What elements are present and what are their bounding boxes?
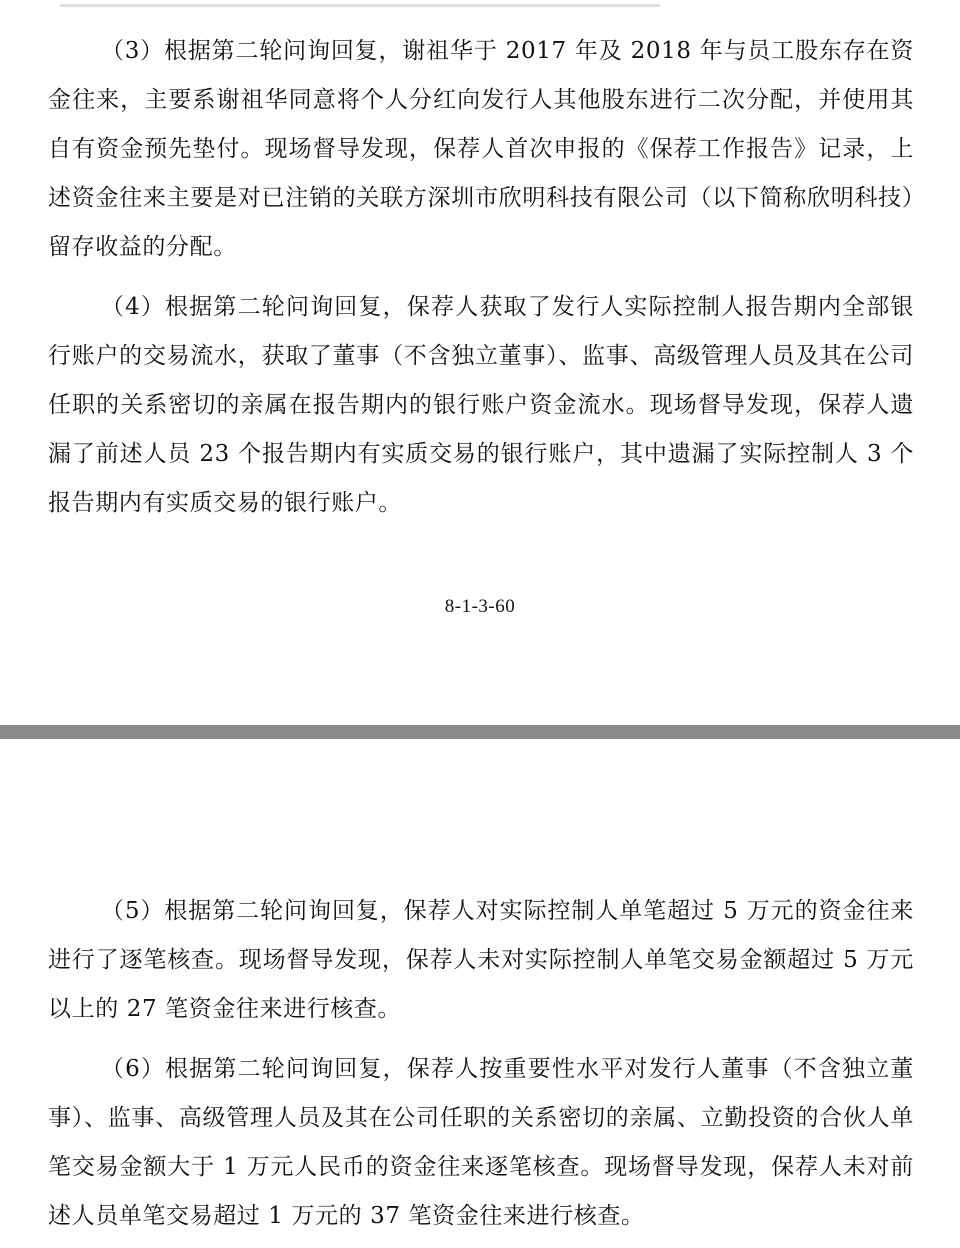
clipped-previous-line xyxy=(60,0,660,7)
paragraph-4: （4）根据第二轮问询回复，保荐人获取了发行人实际控制人报告期内全部银行账户的交易流水，获取了董事（不含独立董事）、监事、高级管理人员及其在公司任职的关系密切的亲属在报告期内的银行账户资金流水。现场督导发现，保荐人遗漏了前述人员 23 个报告期内有实质交易的银行账户，其中遗漏了实际控制人 3 个报告期内有实质交易的银行账户。 xyxy=(48,294,914,516)
page-separator-bar xyxy=(0,725,960,739)
paragraph-3: （3）根据第二轮问询回复，谢祖华于 2017 年及 2018 年与员工股东存在资金往来，主要系谢祖华同意将个人分红向发行人其他股东进行二次分配，并使用其自有资金预先垫付。现场督导发现，保荐人首次申报的《保荐工作报告》记录，上述资金往来主要是对已注销的关联方深圳市欣明科技有限公司（以下简称欣明科技）留存收益的分配。 xyxy=(48,38,914,260)
document-page-lower xyxy=(0,742,960,1248)
paragraph-6: （6）根据第二轮问询回复，保荐人按重要性水平对发行人董事（不含独立董事）、监事、高级管理人员及其在公司任职的关系密切的亲属、立勤投资的合伙人单笔交易金额大于 1 万元人民币的资金往来逐笔核查。现场督导发现，保荐人未对前述人员单笔交易超过 1 万元的 37 笔资金往来进行核查。 xyxy=(48,1056,914,1229)
paragraph-5: （5）根据第二轮问询回复，保荐人对实际控制人单笔超过 5 万元的资金往来进行了逐笔核查。现场督导发现，保荐人未对实际控制人单笔交易金额超过 5 万元以上的 27 笔资金往来进行核查。 xyxy=(48,898,914,1022)
page-separator xyxy=(0,720,960,742)
page-number: 8-1-3-60 xyxy=(444,596,516,617)
